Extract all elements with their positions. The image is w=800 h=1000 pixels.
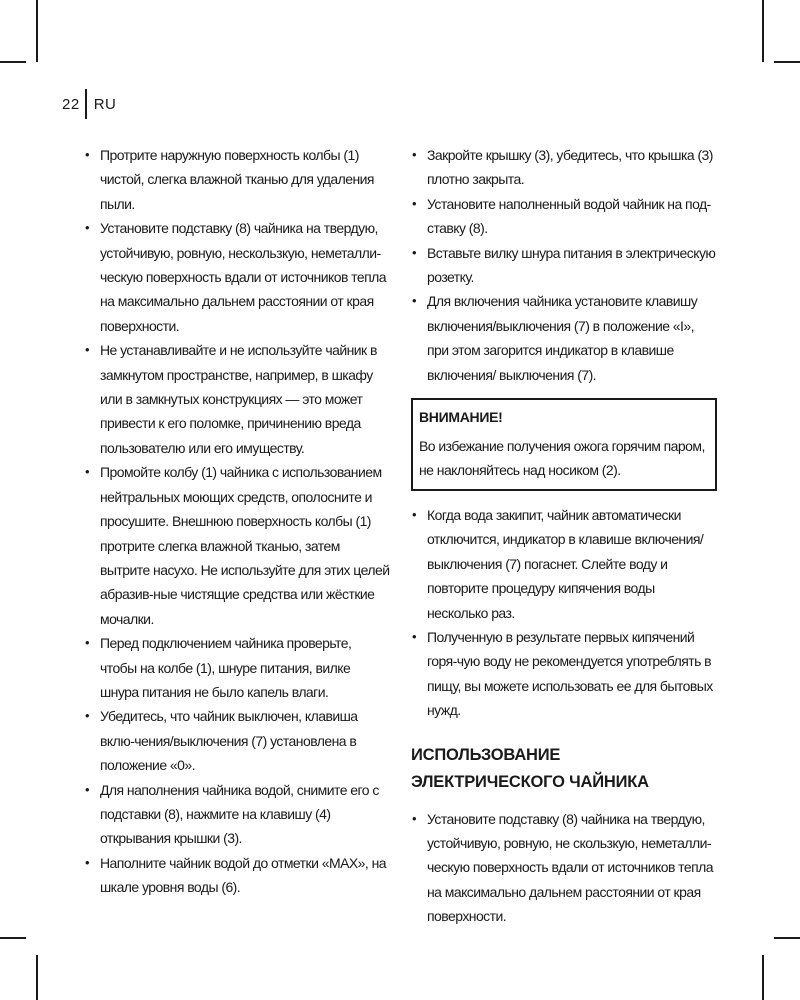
list-item: • Не устанавливайте и не используйте чайник в замкнутом пространстве, например, в шкафу или в замкнутых конструкциях — это может привести к его поломке, причинению вреда пользователю или его имуществу. [84, 338, 390, 460]
warning-text: Во избежание получения ожога горячим паром, не наклоняйтесь над носиком (2). [419, 438, 705, 479]
list-item: • Полученную в результате первых кипячений горя-чую воду не рекомендуется употреблять в пищу, вы можете использовать ее для бытовых нужд. [411, 625, 717, 723]
section-title: ИСПОЛЬЗОВАНИЕ ЭЛЕКТРИЧЕСКОГО ЧАЙНИКА [411, 745, 649, 791]
page-header [62, 88, 116, 120]
warning-box [411, 398, 717, 491]
instruction-list-right-top [411, 143, 717, 387]
crop-mark-bottom-left [36, 955, 38, 1000]
list-item: • Протрите наружную поверхность колбы (1) чистой, слегка влажной тканью для удаления пыли. [84, 143, 390, 216]
list-item: • Промойте колбу (1) чайника с использованием нейтральных моющих средств, ополосните и просушите. Внешнюю поверхность колбы (1) протрите слегка влажной тканью, затем вытрите насухо. Не используйте для этих целей абразив-ные чистящие средства или жёсткие мочалки. [84, 460, 390, 631]
crop-mark-top-left [36, 0, 38, 62]
list-item: • Установите подставку (8) чайника на твердую, устойчивую, ровную, нескользкую, неметалли-ческую поверхность вдали от источников тепла на максимально дальнем расстоянии от края поверхности. [84, 216, 390, 338]
crop-mark-right-top [774, 61, 800, 63]
instruction-list-right-mid [411, 503, 717, 723]
instruction-list-left [84, 143, 390, 900]
crop-mark-bottom-right [762, 955, 764, 1000]
language-label: RU [93, 95, 117, 113]
right-column [411, 143, 717, 929]
list-item: • Наполните чайник водой до отметки «MAX», на шкале уровня воды (6). [84, 851, 390, 900]
crop-mark-right-bottom [774, 937, 800, 939]
list-item: • Установите подставку (8) чайника на твердую, устойчивую, ровную, не скользкую, неметалли-ческую поверхность вдали от источников тепла на максимально дальнем расстоянии от края поверхности. [411, 807, 717, 929]
list-item: • Для включения чайника установите клавишу включения/выключения (7) в положение «I», при этом загорится индикатор в клавише включения/ выключения (7). [411, 289, 717, 387]
crop-mark-top-right [762, 0, 764, 62]
crop-mark-left-bottom [0, 937, 26, 939]
list-item: • Убедитесь, что чайник выключен, клавиша вклю-чения/выключения (7) установлена в положение «0». [84, 704, 390, 777]
list-item: • Когда вода закипит, чайник автоматически отключится, индикатор в клавише включения/ выключения (7) погаснет. Слейте воду и повторите процедуру кипячения воды несколько раз. [411, 503, 717, 625]
warning-title: ВНИМАНИЕ! [419, 409, 503, 426]
page-number: 22 [62, 95, 80, 113]
list-item: • Для наполнения чайника водой, снимите его с подставки (8), нажмите на клавишу (4) открывания крышки (3). [84, 778, 390, 851]
left-column [84, 143, 390, 900]
list-item: • Установите наполненный водой чайник на под-ставку (8). [411, 192, 717, 241]
instruction-list-right-bottom [411, 807, 717, 929]
list-item: • Закройте крышку (3), убедитесь, что крышка (3) плотно закрыта. [411, 143, 717, 192]
header-divider [85, 89, 87, 119]
list-item: • Перед подключением чайника проверьте, чтобы на колбе (1), шнуре питания, вилке шнура питания не было капель влаги. [84, 631, 390, 704]
list-item: • Вставьте вилку шнура питания в электрическую розетку. [411, 241, 717, 290]
crop-mark-left-top [0, 61, 26, 63]
